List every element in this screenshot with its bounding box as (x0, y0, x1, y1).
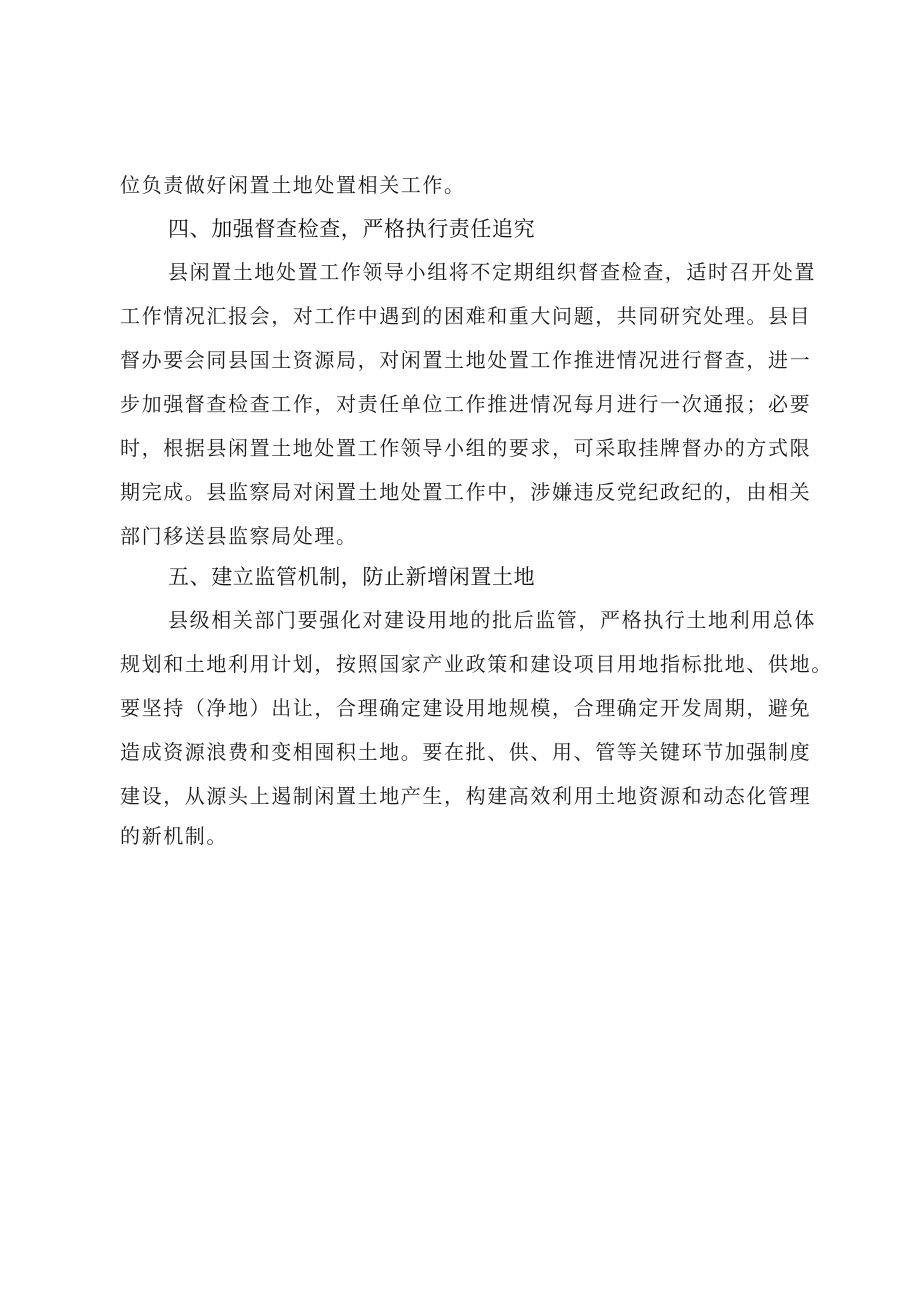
section-4-paragraph-line: 期完成。县监察局对闲置土地处置工作中，涉嫌违反党纪政纪的，由相关 (120, 480, 812, 504)
section-4-paragraph-line: 县闲置土地处置工作领导小组将不定期组织督查检查，适时召开处置 (168, 260, 816, 284)
section-5-paragraph-line: 造成资源浪费和变相囤积土地。要在批、供、用、管等关键环节加强制度 (120, 740, 812, 764)
continuation-line: 位负责做好闲置土地处置相关工作。 (120, 173, 466, 197)
section-5-paragraph-line: 的新机制。 (120, 824, 228, 848)
section-4-paragraph-line: 工作情况汇报会，对工作中遇到的困难和重大问题，共同研究处理。县目 (120, 304, 812, 328)
section-4-paragraph-line: 时，根据县闲置土地处置工作领导小组的要求，可采取挂牌督办的方式限 (120, 436, 812, 460)
section-5-paragraph-line: 县级相关部门要强化对建设用地的批后监管，严格执行土地利用总体 (168, 608, 816, 632)
section-4-paragraph-line: 督办要会同县国土资源局，对闲置土地处置工作推进情况进行督查，进一 (120, 348, 812, 372)
section-4-paragraph-line: 步加强督查检查工作，对责任单位工作推进情况每月进行一次通报；必要 (120, 392, 812, 416)
section-5-paragraph-line: 要坚持（净地）出让，合理确定建设用地规模，合理确定开发周期，避免 (120, 696, 812, 720)
section-4-heading: 四、加强督查检查，严格执行责任追究 (168, 217, 536, 241)
section-5-heading: 五、建立监管机制，防止新增闲置土地 (168, 565, 536, 589)
section-5-paragraph-line: 建设，从源头上遏制闲置土地产生，构建高效利用土地资源和动态化管理 (120, 784, 812, 808)
section-4-paragraph-line: 部门移送县监察局处理。 (120, 524, 358, 548)
section-5-paragraph-line: 规划和土地利用计划，按照国家产业政策和建设项目用地指标批地、供地。 (120, 652, 833, 676)
